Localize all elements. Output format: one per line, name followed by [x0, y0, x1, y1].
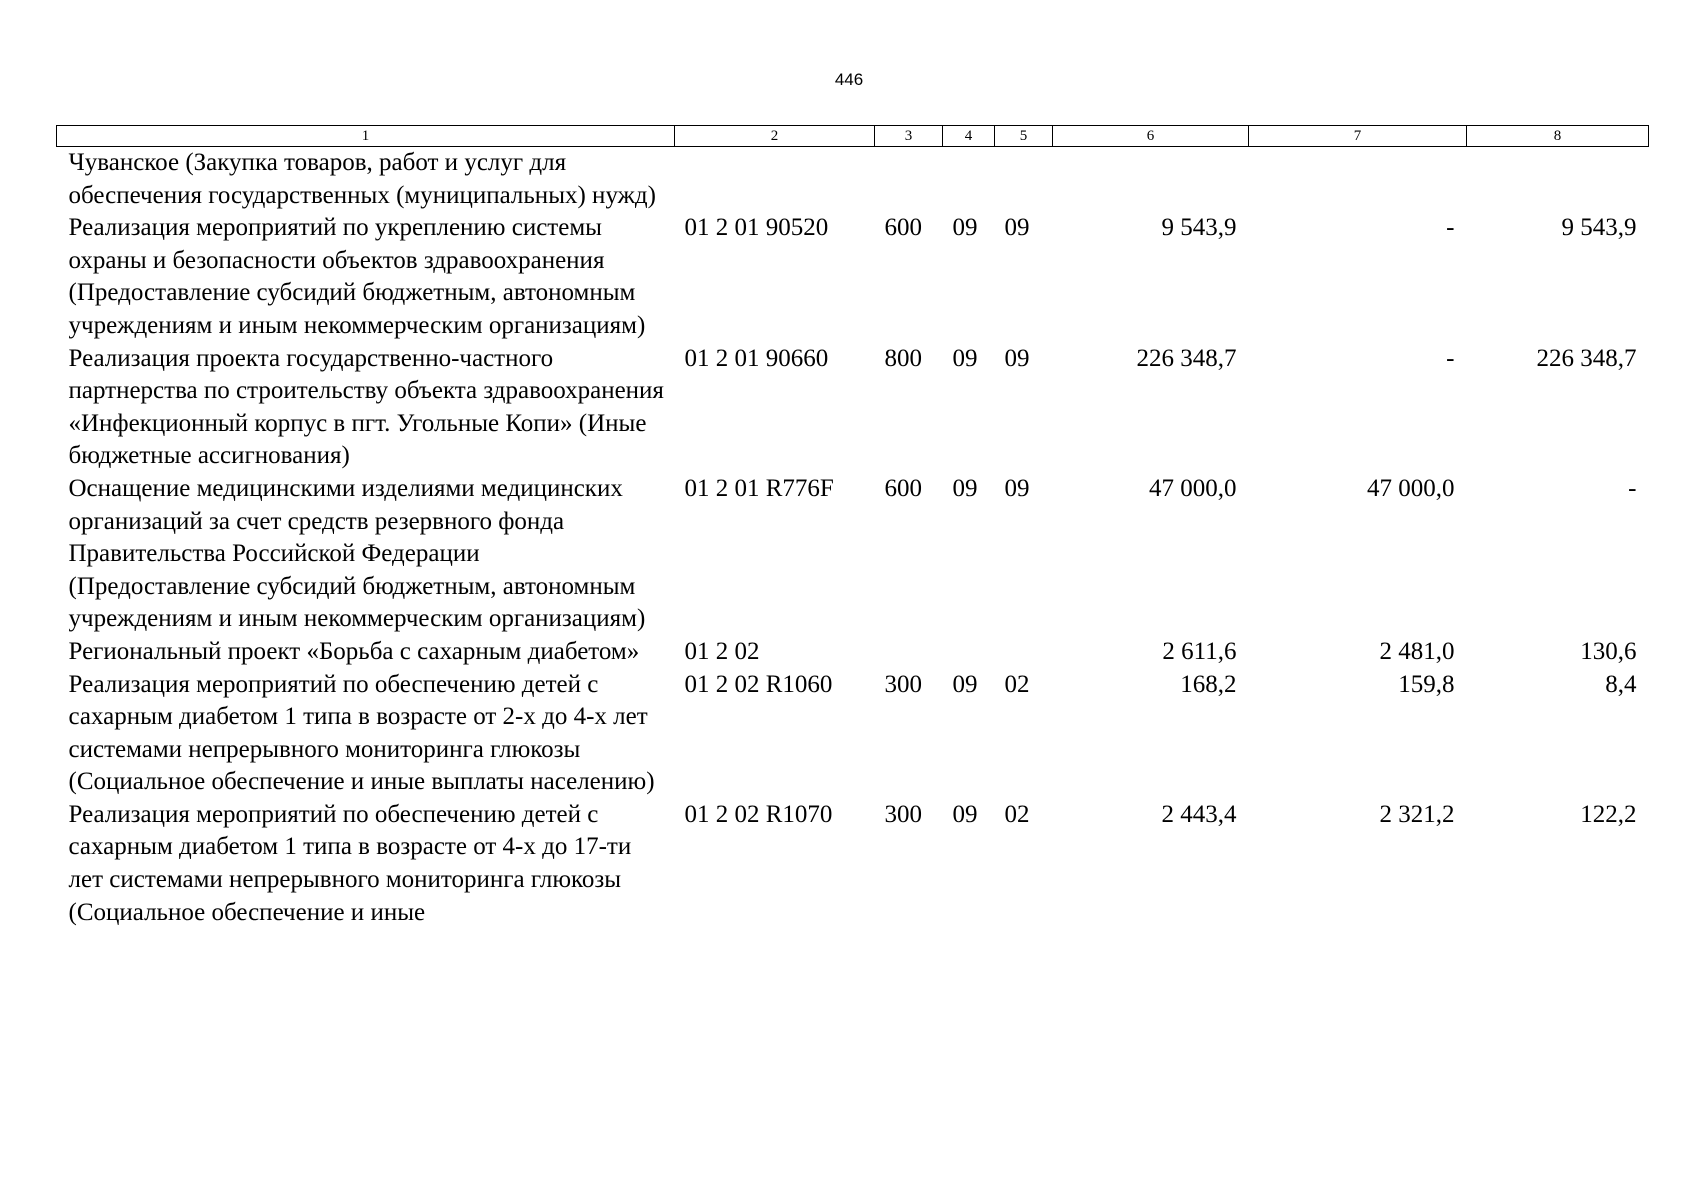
column-header-8: 8	[1467, 126, 1649, 147]
row-code	[675, 147, 875, 213]
row-col5: 09	[1004, 214, 1030, 242]
row-name: Реализация мероприятий по укреплению системы охраны и безопасности объектов здравоохранения (Предоставление субсидий бюджетным, автономным учреждениям и иным некоммерческим организациям)	[68, 214, 646, 339]
column-header-6: 6	[1053, 126, 1249, 147]
row-name: Региональный проект «Борьба с сахарным диабетом»	[68, 637, 640, 665]
row-col4: 09	[952, 344, 978, 372]
table-row	[57, 669, 1649, 799]
table-row	[57, 212, 1649, 342]
row-col4: 09	[952, 670, 978, 698]
row-name: Реализация мероприятий по обеспечению детей с сахарным диабетом 1 типа в возрасте от 2-х до 4-х лет системами непрерывного мониторинга глюкозы (Социальное обеспечение и иные выплаты населению)	[68, 670, 655, 796]
row-col6: 2 443,4	[1161, 800, 1237, 828]
row-col8	[1467, 147, 1649, 213]
table-row	[57, 147, 1649, 213]
row-col7: 2 321,2	[1379, 800, 1455, 828]
row-col7: 2 481,0	[1379, 637, 1455, 665]
row-col6	[1053, 147, 1249, 213]
row-col3: 300	[884, 670, 922, 698]
column-header-2: 2	[675, 126, 875, 147]
row-col5: 09	[1004, 474, 1030, 502]
column-header-1: 1	[57, 126, 675, 147]
row-name: Реализация проекта государственно-частного партнерства по строительству объекта здравоохранения «Инфекционный корпус в пгт. Угольные Копи» (Иные бюджетные ассигнования)	[68, 344, 664, 470]
row-col3: 600	[884, 474, 922, 502]
table-header	[57, 126, 1649, 147]
column-header-5: 5	[995, 126, 1053, 147]
row-code: 01 2 02 R1070	[684, 800, 833, 828]
row-col4	[943, 147, 995, 213]
row-col6: 226 348,7	[1136, 344, 1237, 372]
page-number: 446	[834, 70, 864, 89]
row-col5	[995, 147, 1053, 213]
row-col4: 09	[952, 214, 978, 242]
table-row	[57, 343, 1649, 473]
row-col6: 2 611,6	[1162, 637, 1237, 665]
row-col3: 800	[884, 344, 922, 372]
row-col5: 02	[1004, 800, 1030, 828]
row-col6: 47 000,0	[1149, 474, 1237, 502]
row-col5	[995, 636, 1053, 669]
table-row	[57, 636, 1649, 669]
row-code: 01 2 01 90660	[684, 344, 829, 372]
column-header-3: 3	[875, 126, 943, 147]
column-header-4: 4	[943, 126, 995, 147]
row-col8: 122,2	[1580, 800, 1637, 828]
row-code: 01 2 01 R776F	[684, 474, 834, 502]
row-code: 01 2 01 90520	[684, 214, 829, 242]
table-body	[57, 147, 1649, 930]
row-col7: -	[1446, 214, 1455, 242]
row-col3: 300	[884, 800, 922, 828]
row-col8: 9 543,9	[1561, 214, 1637, 242]
row-col3	[875, 636, 943, 669]
row-col6: 168,2	[1180, 670, 1237, 698]
row-col7	[1249, 147, 1467, 213]
row-name: Реализация мероприятий по обеспечению детей с сахарным диабетом 1 типа в возрасте от 4-х до 17-ти лет системами непрерывного мониторинга глюкозы (Социальное обеспечение и иные	[68, 800, 632, 926]
row-col8: 8,4	[1605, 670, 1637, 698]
row-col4: 09	[952, 800, 978, 828]
row-col4: 09	[952, 474, 978, 502]
row-name: Чуванское (Закупка товаров, работ и услуг для обеспечения государственных (муниципальных) нужд)	[68, 149, 656, 209]
row-col7: -	[1446, 344, 1455, 372]
row-col5: 09	[1004, 344, 1030, 372]
row-col6: 9 543,9	[1161, 214, 1237, 242]
table-row	[57, 799, 1649, 929]
table-row	[57, 473, 1649, 636]
column-header-7: 7	[1249, 126, 1467, 147]
column-number-row	[57, 126, 1649, 147]
row-col3: 600	[884, 214, 922, 242]
row-col7: 159,8	[1398, 670, 1455, 698]
row-col5: 02	[1004, 670, 1030, 698]
row-col7: 47 000,0	[1367, 474, 1455, 502]
row-col8: -	[1628, 474, 1637, 502]
row-col4	[943, 636, 995, 669]
row-code: 01 2 02 R1060	[684, 670, 833, 698]
row-col3	[875, 147, 943, 213]
row-code: 01 2 02	[684, 637, 760, 665]
budget-table	[56, 125, 1649, 929]
row-name: Оснащение медицинскими изделиями медицинских организаций за счет средств резервного фонда Правительства Российской Федерации (Предоставление субсидий бюджетным, автономным учреждениям и иным некоммерческим организациям)	[68, 474, 646, 633]
row-col8: 130,6	[1580, 637, 1637, 665]
row-col8: 226 348,7	[1536, 344, 1637, 372]
